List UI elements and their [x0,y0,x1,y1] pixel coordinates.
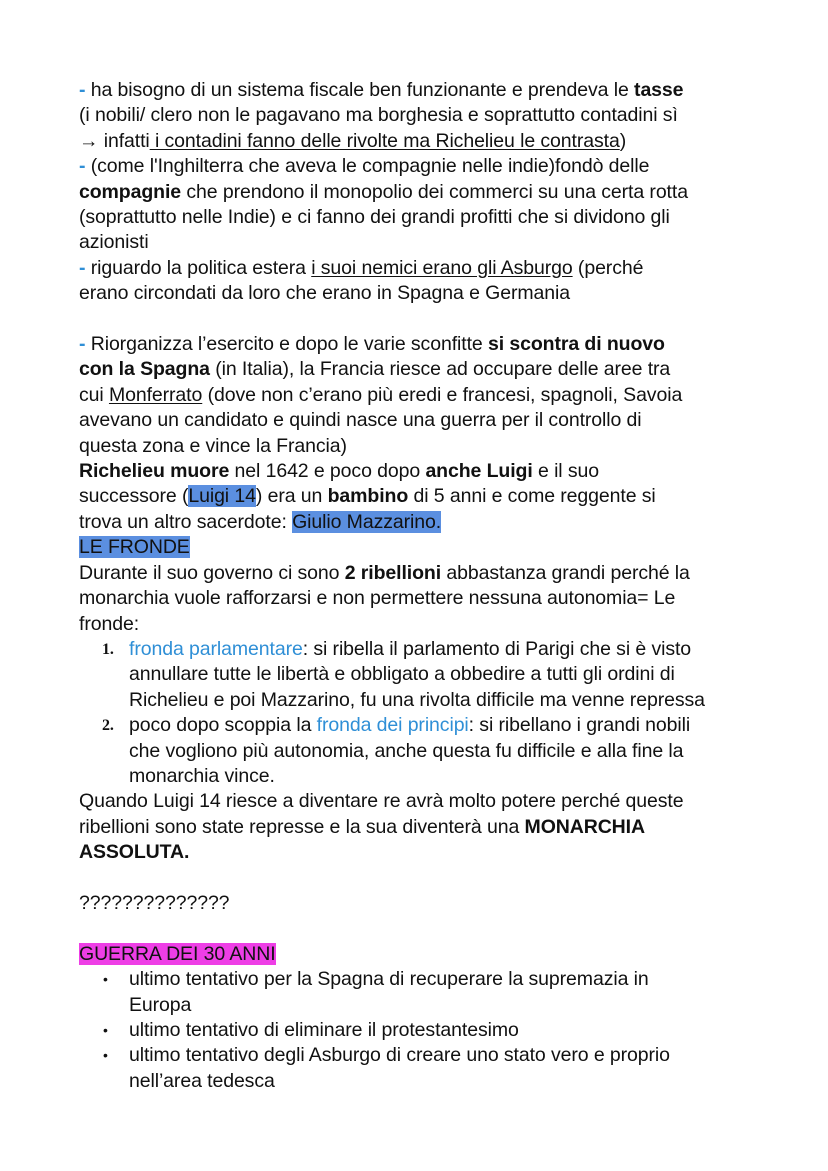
conclusion-line-3: ASSOLUTA. [79,841,190,864]
companies-line-3: (soprattutto nelle Indie) e ci fanno dei grandi profitti che si dividono gli [79,206,670,229]
fronde-item-1: 1. fronda parlamentare: si ribella il parlamento di Parigi che si è visto [79,637,769,662]
term-fronda-dei-principi: fronda dei principi [316,714,469,737]
foreign-line-1: - riguardo la politica estera i suoi nemici erano gli Asburgo (perché [79,256,644,279]
army-line-5: questa zona e vince la Francia) [79,434,347,457]
companies-line-1: - (come l'Inghilterra che aveva le compagnie nelle indie)fondò delle [79,155,650,178]
arrow-icon: → [79,129,99,152]
list-number: 1. [102,640,114,658]
heading-guerra-30-anni: GUERRA DEI 30 ANNI [79,942,276,965]
death-line-3: trova un altro sacerdote: Giulio Mazzarino. [79,510,442,533]
foreign-line-2: erano circondati da loro che erano in Spagna e Germania [79,282,570,305]
fronde-item-2-cont: monarchia vince. [129,764,275,787]
war-item-3-cont: nell’area tedesca [129,1069,275,1092]
fronde-line-1: Durante il suo governo ci sono 2 ribellioni abbastanza grandi perché la [79,561,690,584]
fronde-line-2: monarchia vuole rafforzarsi e non permettere nessuna autonomia= Le [79,587,676,610]
bullet-icon: • [103,1047,108,1064]
highlight-mazzarino: Giulio Mazzarino. [292,510,442,533]
underlined-peasant-revolts: i contadini fanno delle rivolte ma Richelieu le contrasta [149,129,620,152]
list-number: 2. [102,717,114,735]
death-line-2: successore (Luigi 14) era un bambino di 5 anni e come reggente si [79,485,656,508]
war-item-2: • ultimo tentativo di eliminare il protestantesimo [79,1018,769,1043]
dash-marker: - [79,333,86,356]
fronde-item-2-cont: che vogliono più autonomia, anche questa fu difficile e alla fine la [129,739,684,762]
fronde-line-3: fronde: [79,612,140,635]
fiscal-line-1: - ha bisogno di un sistema fiscale ben funzionante e prendeva le tasse [79,79,684,101]
fiscal-line-2: (i nobili/ clero non le pagavano ma borghesia e soprattutto contadini sì [79,104,678,127]
highlight-luigi-14: Luigi 14 [188,485,256,508]
dash-marker: - [79,256,86,279]
underlined-enemies: i suoi nemici erano gli Asburgo [311,256,573,279]
underlined-monferrato: Monferrato [108,383,203,406]
question-marks: ?????????????? [79,891,230,914]
notes-body [79,78,769,1094]
conclusion-line-2: ribellioni sono state represse e la sua diventerà una MONARCHIA [79,815,645,838]
bullet-icon: • [103,971,108,988]
bullet-icon: • [103,1021,108,1038]
army-line-2: con la Spagna (in Italia), la Francia riesce ad occupare delle aree tra [79,358,671,381]
army-line-4: avevano un candidato e quindi nasce una guerra per il controllo di [79,409,642,432]
blank-line [79,307,769,332]
fronde-item-1-cont: annullare tutte le libertà e obbligato a obbedire a tutti gli ordini di [129,663,675,686]
war-item-1-cont: Europa [129,993,192,1016]
term-fronda-parlamentare: fronda parlamentare [129,637,303,660]
fronde-item-2: 2. poco dopo scoppia la fronda dei principi: si ribellano i grandi nobili [79,713,769,738]
keyword-compagnie: compagnie [79,180,182,203]
heading-le-fronde: LE FRONDE [79,536,190,559]
war-item-3: • ultimo tentativo degli Asburgo di creare uno stato vero e proprio [79,1043,769,1068]
companies-line-4: azionisti [79,231,149,254]
death-line-1: Richelieu muore nel 1642 e poco dopo anche Luigi e il suo [79,460,599,483]
blank-line [79,866,769,891]
keyword-tasse: tasse [634,79,684,101]
fronde-item-1-cont: Richelieu e poi Mazzarino, fu una rivolta difficile ma venne repressa [129,688,705,711]
conclusion-line-1: Quando Luigi 14 riesce a diventare re avrà molto potere perché queste [79,790,684,813]
dash-marker: - [79,79,86,101]
army-line-3: cui Monferrato (dove non c’erano più eredi e francesi, spagnoli, Savoia [79,383,683,406]
war-item-1: • ultimo tentativo per la Spagna di recuperare la supremazia in [79,967,769,992]
companies-line-2: compagnie che prendono il monopolio dei commerci su una certa rotta [79,180,688,203]
fiscal-line-3: → infatti i contadini fanno delle rivolte ma Richelieu le contrasta) [79,129,627,152]
army-line-1: - Riorganizza l’esercito e dopo le varie sconfitte si scontra di nuovo [79,333,665,356]
dash-marker: - [79,155,86,178]
blank-line [79,916,769,941]
